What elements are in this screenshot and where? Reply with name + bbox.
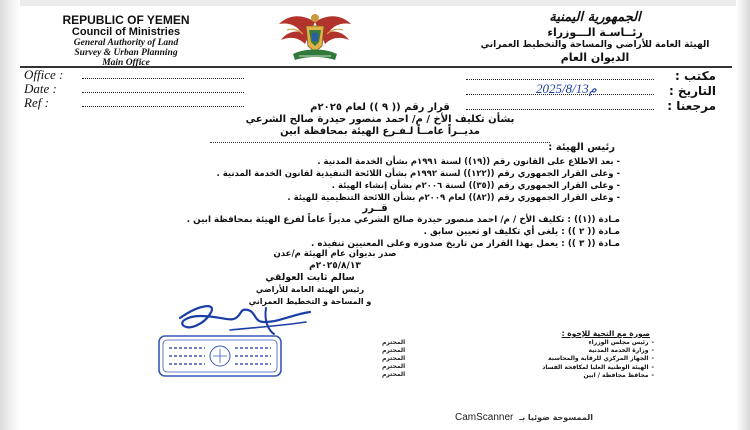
copy-recipient-2: - وزارة الخدمة المدنية xyxy=(474,347,654,355)
decision-number: قرار رقم (( ٩ )) لعام ٢٠٢٥م xyxy=(310,102,450,113)
ar-country: الجمهورية اليمنية xyxy=(549,10,641,25)
resolved-heading: قــرر xyxy=(362,203,388,214)
decision-title-block xyxy=(110,102,650,143)
ar-date-field xyxy=(466,81,716,99)
date-field xyxy=(24,82,244,96)
preamble-line-3: - وعلى القرار الجمهوري رقم ((٣٥)) لسنة ٢٠٠٦م بشأن إنشاء الهيئة . xyxy=(331,181,620,191)
en-authority-1: General Authority of Land xyxy=(73,38,179,48)
copy-recipient-3: - الجهاز المركزي للرقابة والمحاسبة xyxy=(474,355,654,363)
ar-office-dotted-line xyxy=(466,70,654,80)
english-letterhead xyxy=(26,14,226,68)
ar-date-label: التاريخ : xyxy=(668,84,716,98)
preamble-line-2: - وعلى القرار الجمهوري رقم ((١٢٢)) لسنة ١٩٩٢م بشأن اللائحة التنفيذية لقانون الخدمة المدنية . xyxy=(216,169,620,179)
title-dotted-divider xyxy=(210,140,550,143)
copy-recipient-5: - محافظ محافظة / ابين xyxy=(474,372,654,380)
en-main-office: Main Office xyxy=(102,58,150,68)
issued-date: ٢٠٢٥/٨/١٣م xyxy=(309,261,361,271)
ar-authority: الهيئة العامة للأراضي والمساحة والتخطيط العمراني xyxy=(480,40,710,50)
ar-main-office: الديوان العام xyxy=(560,51,630,64)
article-3: مـادة (( ٣ )) : يعمل بهذا القرار من تاريخ صدوره وعلى المعنيين تنفيذه . xyxy=(310,239,620,249)
copies-heading: صورة مع التحية للإخوة : xyxy=(561,329,650,338)
respected-3: المحترم xyxy=(382,355,406,362)
scan-left-edge xyxy=(0,0,20,430)
copy-recipient-4: - الهيئة الوطنية العليا لمكافحة الفساد xyxy=(474,364,654,372)
scanner-footer xyxy=(455,412,593,423)
official-stamp xyxy=(155,332,285,380)
ar-ref-label: مرجعنا : xyxy=(667,99,716,113)
article-1: مـادة ((١)) : تكليف الأخ / م/ احمد منصور حيدرة صالح الشرعي مديراً عاماً لفرع الهيئة بمحافظة ابين . xyxy=(186,215,620,225)
respected-1: المحترم xyxy=(382,339,406,346)
article-2: مـادة (( ٢ )) : يلغى أي تكليف او تعيين سابق . xyxy=(423,227,620,237)
decision-subject: بشأن تكليف الأخ / م/ احمد منصور حيدرة صالح الشرعي xyxy=(245,114,515,125)
preamble-line-1: - بعد الاطلاع على القانون رقم ((١٩)) لسنة ١٩٩١م بشأن الخدمة المدنية . xyxy=(317,157,620,167)
date-dotted-line xyxy=(82,83,244,93)
en-country: REPUBLIC OF YEMEN xyxy=(62,13,190,27)
en-authority-2: Survey & Urban Planning xyxy=(74,48,178,58)
decision-position: مديــراً عامــاً لـفـرع الهيئة بمحافظة ابين xyxy=(280,126,480,137)
respected-4: المحترم xyxy=(382,363,406,370)
ref-label: Ref : xyxy=(24,95,49,110)
scan-right-edge xyxy=(736,0,750,430)
date-label: Date : xyxy=(24,81,57,96)
signatory-name: سالم ثابت العولقي xyxy=(265,272,355,283)
respected-2: المحترم xyxy=(382,347,406,354)
office-dotted-line xyxy=(82,69,244,79)
copy-recipient-1: - رئيس مجلس الوزراء xyxy=(474,339,654,347)
ar-office-label: مكتب : xyxy=(675,69,716,83)
ar-date-dotted-line xyxy=(466,81,654,96)
signatory-title-2: و المساحة و التخطيط العمراني xyxy=(248,297,372,306)
respected-5: المحترم xyxy=(382,371,406,378)
scanned-with-label: الممسوحة ضوئيا بـ xyxy=(519,413,593,422)
arabic-letterhead xyxy=(470,10,720,64)
yemen-eagle-emblem-icon xyxy=(275,8,355,66)
preamble-line-4: - وعلى القرار الجمهوري رقم ((٨٢)) لعام ٢٠٠٩م بشأن اللائحة التنظيمية للهيئة . xyxy=(287,193,620,203)
office-field xyxy=(24,68,244,82)
en-council: Council of Ministries xyxy=(71,26,181,38)
scan-top-edge xyxy=(0,0,750,6)
signatory-title-1: رئيس الهيئة العامة للأراضي xyxy=(255,285,365,294)
issued-place: صدر بديوان عام الهيئة م/عدن xyxy=(273,249,397,259)
chairman-heading: رئيس الهيئة : xyxy=(548,142,615,153)
handwritten-date: 2025/8/13م xyxy=(536,81,597,96)
ar-council: رئــاسـة الـــوزراء xyxy=(547,26,643,39)
camscanner-brand: CamScanner xyxy=(455,412,514,423)
office-label: Office : xyxy=(24,67,64,82)
copies-list xyxy=(474,339,654,380)
